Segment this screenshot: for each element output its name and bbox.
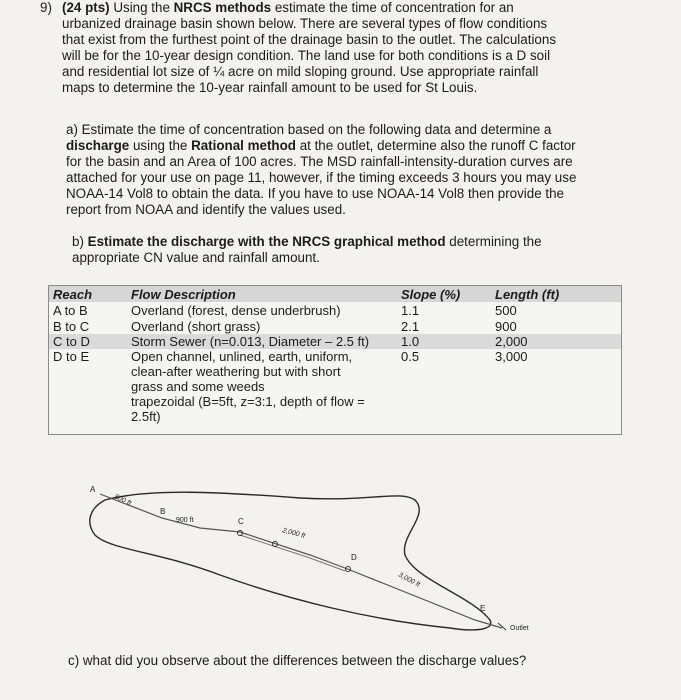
- intro-pre: Using the: [109, 0, 174, 15]
- part-b-line-1: [72, 234, 612, 250]
- length-de: 3,000 ft: [397, 571, 421, 589]
- part-a-line-5: NOAA-14 Vol8 to obtain the data. If you have to use NOAA-14 Vol8 then provide the: [66, 186, 565, 201]
- row-4-desc-4: trapezoidal (B=5ft, z=3:1, depth of flow =: [131, 394, 365, 409]
- length-cd: 2,000 ft: [281, 527, 306, 540]
- part-a-line-1: a) Estimate the time of concentration based on the following data and determine a: [66, 122, 552, 137]
- part-b-line-2: appropriate CN value and rainfall amount.: [72, 250, 320, 265]
- label-e: E: [480, 604, 486, 613]
- row-4-length: 3,000: [495, 349, 528, 364]
- label-d: D: [351, 553, 357, 562]
- intro-line-2: urbanized drainage basin shown below. There are several types of flow conditions: [62, 16, 548, 31]
- row-1-slope: 1.1: [401, 303, 420, 318]
- part-a-bold-2: Rational method: [191, 138, 296, 153]
- part-a-mid: using the: [129, 138, 192, 153]
- part-a-line-6: report from NOAA and identify the values used.: [66, 202, 346, 217]
- label-a: A: [90, 485, 96, 494]
- part-b-bold: Estimate the discharge with the NRCS graphical method: [87, 234, 446, 249]
- part-a-line-2: [66, 138, 626, 154]
- row-3-reach: C to D: [53, 334, 90, 349]
- intro-post: estimate the time of concentration for an: [271, 0, 514, 15]
- row-3-slope: 1.0: [401, 334, 420, 349]
- header-slope: Slope (%): [401, 287, 461, 302]
- points-label: (24 pts): [62, 0, 110, 15]
- row-1-length: 500: [495, 303, 517, 318]
- row-4-desc-2: clean-after weathering but with short: [131, 364, 341, 379]
- question-intro: [62, 0, 622, 96]
- row-3-desc: Storm Sewer (n=0.013, Diameter – 2.5 ft): [131, 334, 370, 349]
- part-b-post: determining the: [445, 234, 542, 249]
- row-2-desc: Overland (short grass): [131, 319, 261, 334]
- row-4-slope: 0.5: [401, 349, 420, 364]
- label-outlet: Outlet: [510, 625, 529, 632]
- intro-line-5: and residential lot size of ¼ acre on mild sloping ground. Use appropriate rainfall: [62, 64, 539, 79]
- label-b: B: [160, 507, 166, 516]
- part-a-line-3: for the basin and an Area of 100 acres. The MSD rainfall-intensity-duration curves are: [66, 154, 573, 169]
- row-2-length: 900: [495, 319, 517, 334]
- row-4-reach: D to E: [53, 349, 90, 364]
- part-a-bold-1: discharge: [66, 138, 130, 153]
- part-a-line-4: attached for your use on page 11, however, if the timing exceeds 3 hours you may use: [66, 170, 577, 185]
- part-b-label: b): [72, 234, 88, 249]
- header-reach: Reach: [53, 287, 93, 302]
- drainage-basin-diagram: [70, 480, 570, 650]
- length-bc: 900 ft: [176, 517, 194, 524]
- row-1-desc: Overland (forest, dense underbrush): [131, 303, 341, 318]
- flow-path-double: [240, 535, 345, 571]
- label-c: C: [238, 517, 244, 526]
- length-ab: 500 ft: [113, 493, 132, 508]
- header-length: Length (ft): [495, 287, 560, 302]
- row-1-reach: A to B: [53, 303, 88, 318]
- row-3-length: 2,000: [495, 334, 528, 349]
- intro-bold: NRCS methods: [173, 0, 272, 15]
- outlet-arrow: [498, 623, 506, 630]
- part-b: [72, 234, 612, 266]
- row-4-desc-1: Open channel, unlined, earth, uniform,: [131, 349, 353, 364]
- row-4-desc-5: 2.5ft): [131, 409, 161, 424]
- header-flow-description: Flow Description: [131, 287, 236, 302]
- flow-table: [48, 285, 622, 435]
- intro-line-1: [62, 0, 622, 16]
- part-a: [66, 122, 626, 218]
- intro-line-6: maps to determine the 10-year rainfall amount to be used for St Louis.: [62, 80, 478, 95]
- part-a-post: at the outlet, determine also the runoff C factor: [295, 138, 576, 153]
- row-4-desc-3: grass and some weeds: [131, 379, 265, 394]
- intro-line-4: will be for the 10-year design condition. The land use for both conditions is a D soil: [62, 48, 551, 63]
- question-number: 9): [40, 0, 52, 15]
- intro-line-3: that exist from the furthest point of the drainage basin to the outlet. The calculations: [62, 32, 557, 47]
- row-2-slope: 2.1: [401, 319, 420, 334]
- row-2-reach: B to C: [53, 319, 90, 334]
- part-c: c) what did you observe about the differences between the discharge values?: [68, 653, 527, 668]
